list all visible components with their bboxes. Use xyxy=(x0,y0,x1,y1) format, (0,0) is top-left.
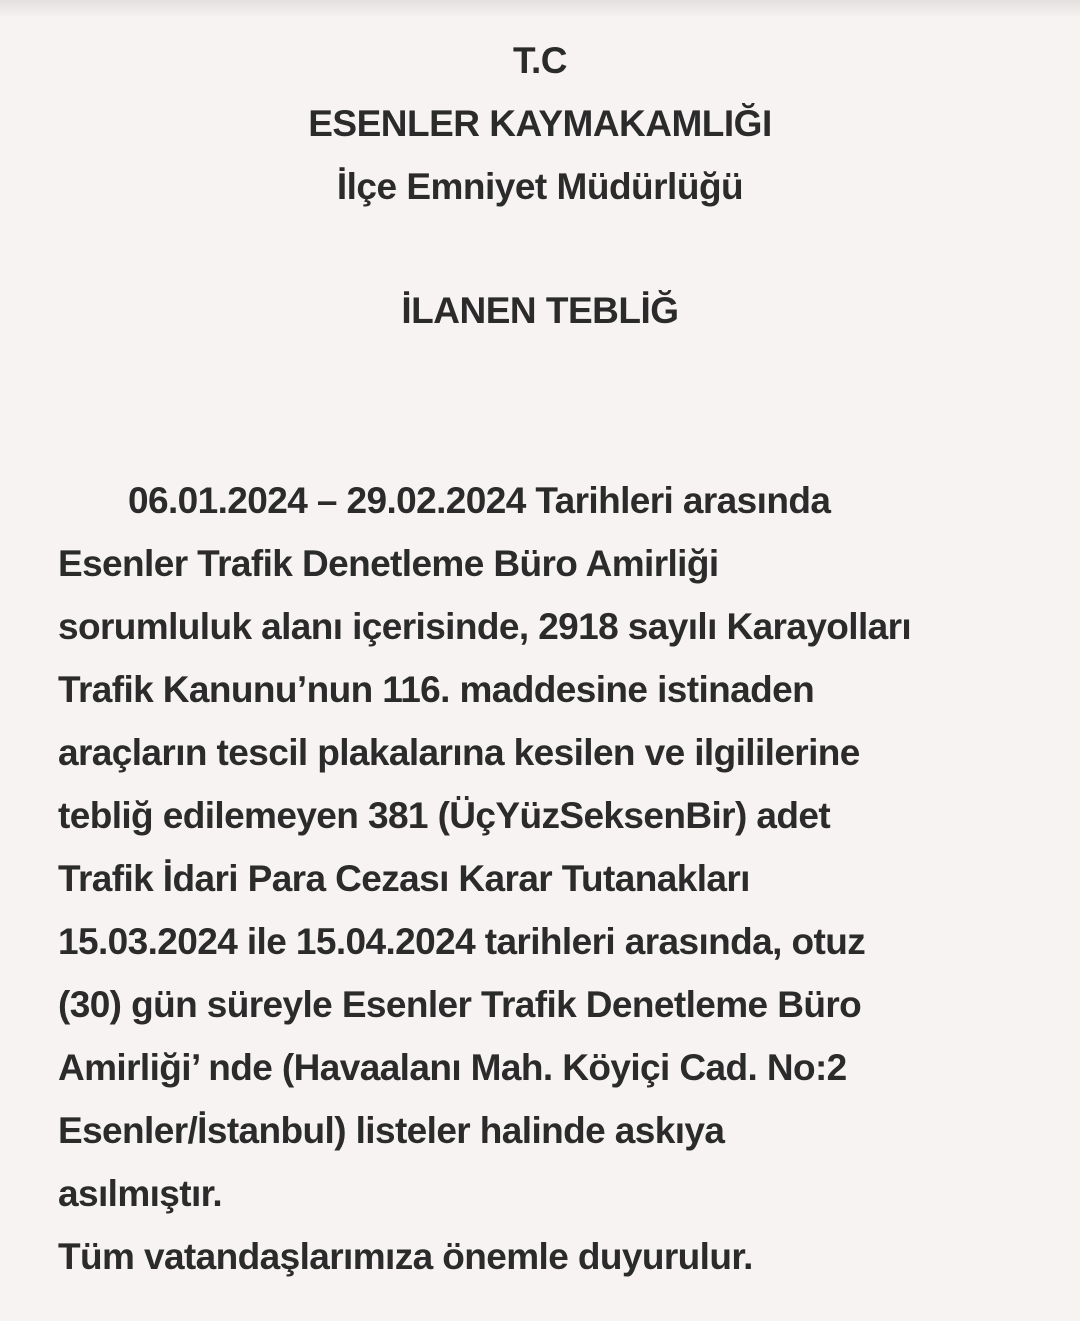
header-country: T.C xyxy=(513,40,567,81)
body-line: Trafik İdari Para Cezası Karar Tutanakları xyxy=(58,858,750,899)
top-shadow xyxy=(0,0,1080,18)
body-line: Trafik Kanunu’nun 116. maddesine istinaden xyxy=(58,669,815,710)
body-line: araçların tescil plakalarına kesilen ve ilgililerine xyxy=(58,732,860,773)
header-department: İlçe Emniyet Müdürlüğü xyxy=(336,166,744,207)
header-authority: ESENLER KAYMAKAMLIĞI xyxy=(308,103,772,144)
body-line: (30) gün süreyle Esenler Trafik Denetleme Büro xyxy=(58,984,862,1025)
body-line: 15.03.2024 ile 15.04.2024 tarihleri arasında, otuz xyxy=(58,921,866,962)
body-line: sorumluluk alanı içerisinde, 2918 sayılı Karayolları xyxy=(58,606,912,647)
body-line: Amirliği’ nde (Havaalanı Mah. Köyiçi Cad. No:2 xyxy=(58,1047,847,1088)
body-line: Esenler Trafik Denetleme Büro Amirliği xyxy=(58,543,719,584)
body-line: 06.01.2024 – 29.02.2024 Tarihleri arasında xyxy=(128,480,831,521)
closing-line: Tüm vatandaşlarımıza önemle duyurulur. xyxy=(58,1236,753,1277)
body-line: tebliğ edilemeyen 381 (ÜçYüzSeksenBir) adet xyxy=(58,795,831,836)
notice-title: İLANEN TEBLİĞ xyxy=(401,290,679,331)
body-line: Esenler/İstanbul) listeler halinde askıya xyxy=(58,1110,725,1151)
body-line: asılmıştır. xyxy=(58,1173,223,1214)
